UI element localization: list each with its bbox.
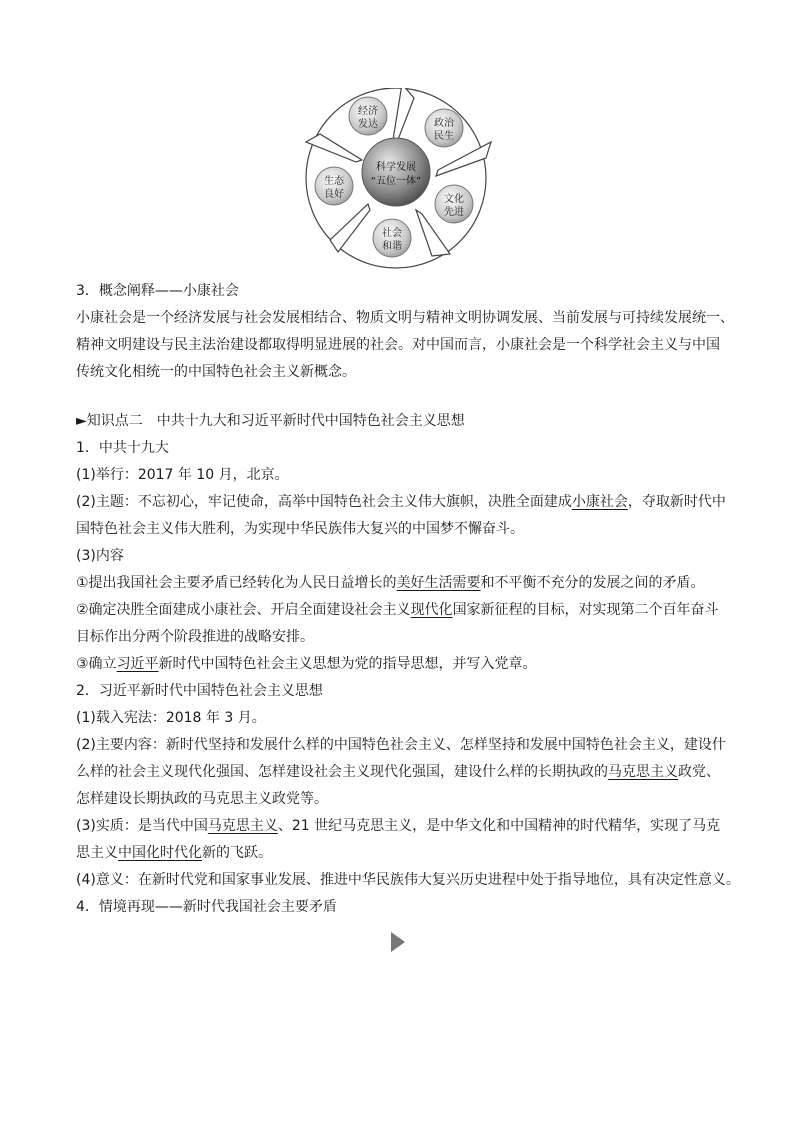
play-triangle-icon <box>391 932 405 952</box>
spacer <box>76 386 726 408</box>
node-ecology-line2: 良好 <box>324 189 344 200</box>
text-span: 、21 世纪马克思主义，是中华文化和中国精神的时代精华，实现了马克 <box>277 818 721 834</box>
underlined-term: 小康社会 <box>571 494 628 510</box>
s1-content-item1 <box>76 570 726 597</box>
text-span: 思主义 <box>76 845 118 861</box>
node-society-line1: 社会 <box>382 228 402 239</box>
underlined-term: 美好生活需要 <box>396 575 481 591</box>
s1-content-label: (3)内容 <box>76 548 124 564</box>
s2-significance: (4)意义：在新时代党和国家事业发展、推进中华民族伟大复兴历史进程中处于指导地位，具有决定性意义。 <box>76 872 740 888</box>
knowledge-point-2-heading: ►知识点二 中共十九大和习近平新时代中国特色社会主义思想 <box>76 413 465 429</box>
node-politics-line1: 政治 <box>434 118 454 129</box>
s2-main-content-line1: (2)主要内容：新时代坚持和发展什么样的中国特色社会主义、怎样坚持和发展中国特色社会主义，建设什 <box>76 737 726 753</box>
subsection-1-title: 1．中共十九大 <box>76 440 169 456</box>
node-society-line2: 和谐 <box>382 241 402 252</box>
node-politics <box>425 109 463 147</box>
node-economy-line2: 发达 <box>358 119 378 130</box>
s1-theme-line1 <box>76 489 726 516</box>
s1-content-item3 <box>76 651 726 678</box>
node-politics-line2: 民生 <box>434 131 454 142</box>
node-ecology-line1: 生态 <box>324 176 344 187</box>
text-span: 么样的社会主义现代化强国、怎样建设社会主义现代化强国，建设什么样的长期执政的 <box>76 764 608 780</box>
s1-content-item2-line1 <box>76 597 726 624</box>
document-body <box>76 278 740 921</box>
underlined-term: 马克思主义 <box>608 764 678 780</box>
text-span: ②确定决胜全面建成小康社会、开启全面建设社会主义 <box>76 602 411 618</box>
text-span: 国家新征程的目标，对实现第二个百年奋斗 <box>452 602 719 618</box>
s1-content-item2-line2: 目标作出分两个阶段推进的战略安排。 <box>76 629 314 645</box>
s2-essence-line1 <box>76 813 726 840</box>
underlined-term: 中国化时代化 <box>118 845 202 861</box>
text-span: 新的飞跃。 <box>202 845 272 861</box>
text-span: 政党、 <box>678 764 720 780</box>
text-span: (3)实质：是当代中国 <box>76 818 208 834</box>
s2-main-content-line2 <box>76 759 726 786</box>
subsection-2-title: 2．习近平新时代中国特色社会主义思想 <box>76 683 323 699</box>
section3-heading: 3．概念阐释——小康社会 <box>76 283 239 299</box>
section3-line-1: 小康社会是一个经济发展与社会发展相结合、物质文明与精神文明协调发展、当前发展与可持续发展统一、 <box>76 310 734 326</box>
underlined-term: 现代化 <box>410 602 453 618</box>
underlined-term: 习近平 <box>116 656 159 672</box>
underlined-term: 马克思主义 <box>207 818 278 834</box>
text-span: ③确立 <box>76 656 117 672</box>
s1-theme-line2: 国特色社会主义伟大胜利，为实现中华民族伟大复兴的中国梦不懈奋斗。 <box>76 521 524 537</box>
s2-constitution: (1)载入宪法：2018 年 3 月。 <box>76 710 266 726</box>
s2-main-content-line3: 怎样建设长期执政的马克思主义政党等。 <box>76 791 328 807</box>
node-economy-line1: 经济 <box>358 106 378 117</box>
cycle-diagram-svg <box>298 88 494 272</box>
section3-line-2: 精神文明建设与民主法治建设都取得明显进展的社会。对中国而言，小康社会是一个科学社会主义与中国 <box>76 337 720 353</box>
node-society <box>373 219 411 257</box>
five-in-one-diagram <box>298 88 494 272</box>
subsection-4-title: 4．情境再现——新时代我国社会主要矛盾 <box>76 899 337 915</box>
node-culture-line1: 文化 <box>444 194 464 205</box>
text-span: ①提出我国社会主要矛盾已经转化为人民日益增长的 <box>76 575 397 591</box>
node-culture-line2: 先进 <box>444 207 464 218</box>
section3-line-3: 传统文化相统一的中国特色社会主义新概念。 <box>76 364 356 380</box>
text-span: (2)主题：不忘初心，牢记使命，高举中国特色社会主义伟大旗帜，决胜全面建成 <box>76 494 572 510</box>
text-span: 和不平衡不充分的发展之间的矛盾。 <box>480 575 705 591</box>
s2-essence-line2 <box>76 840 726 867</box>
text-span: ，夺取新时代中 <box>627 494 726 510</box>
text-span: 新时代中国特色社会主义思想为党的指导思想，并写入党章。 <box>158 656 537 672</box>
s1-held: (1)举行：2017 年 10 月，北京。 <box>76 467 289 483</box>
node-culture <box>435 185 473 223</box>
node-ecology <box>315 167 353 205</box>
center-label-line2: “五位一体” <box>370 176 422 187</box>
center-label-line1: 科学发展 <box>376 162 416 173</box>
node-economy <box>349 97 387 135</box>
